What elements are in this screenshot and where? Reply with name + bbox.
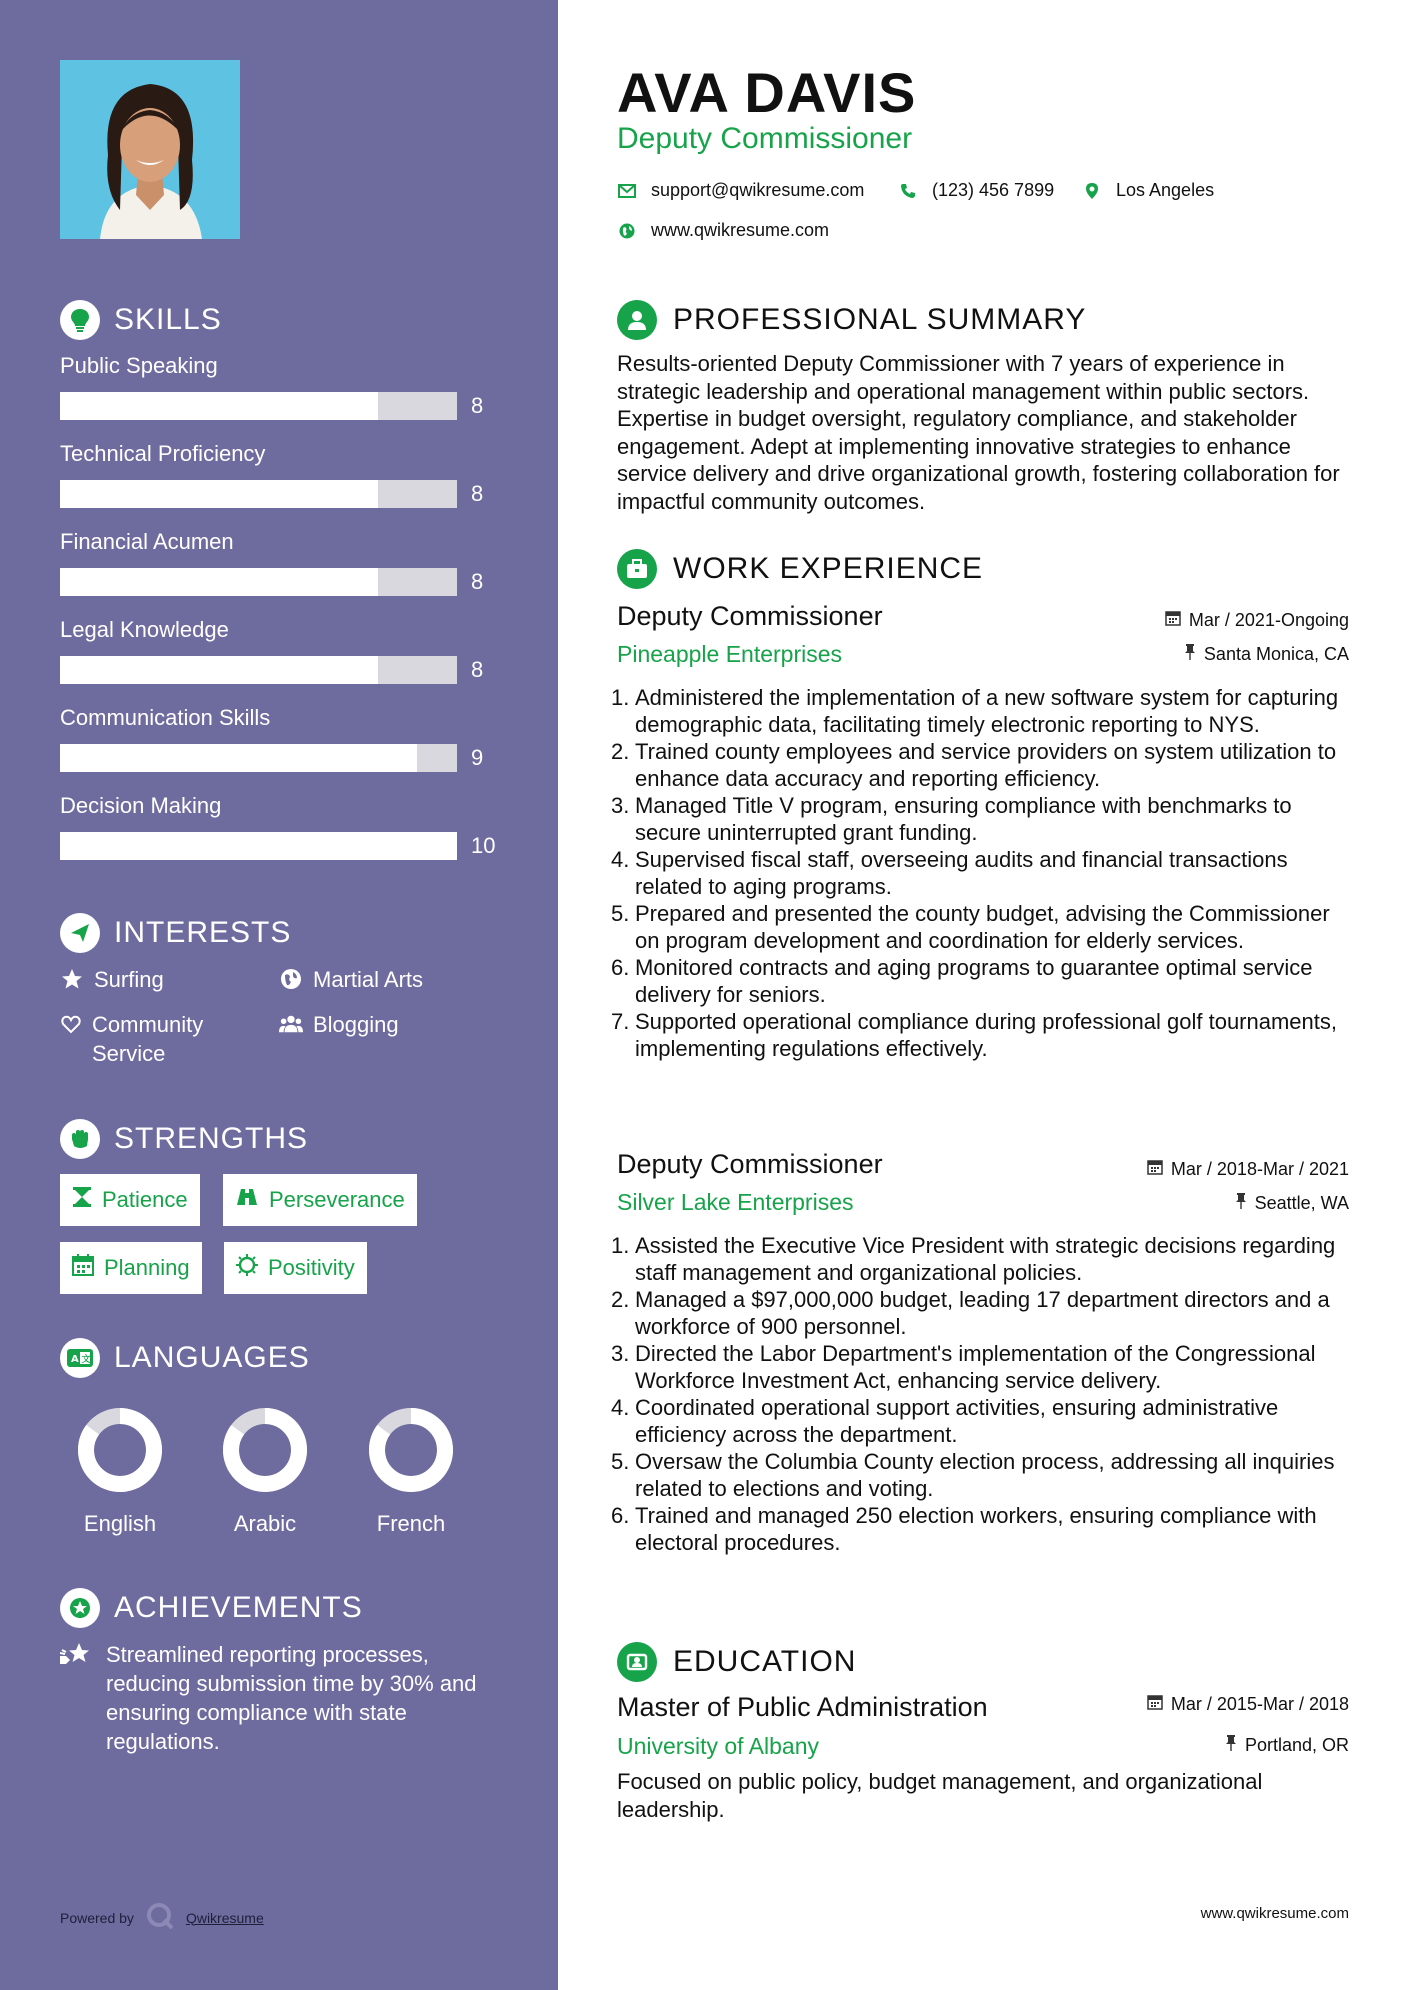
job-title: Deputy Commissioner bbox=[617, 601, 883, 631]
lightbulb-icon bbox=[60, 300, 100, 340]
duty-item: Trained county employees and service providers on system utilization to enhance data accuracy and reporting efficiency. bbox=[635, 739, 1337, 791]
language-donut bbox=[60, 1402, 180, 1498]
calendar-icon bbox=[1165, 610, 1181, 631]
location-text: Los Angeles bbox=[1116, 180, 1215, 200]
skill-bar-fill bbox=[60, 656, 378, 684]
job-location: Seattle, WA bbox=[1235, 1193, 1349, 1214]
skill-level: 10 bbox=[471, 833, 496, 858]
language-icon bbox=[60, 1338, 100, 1378]
job-duties bbox=[611, 684, 1352, 1062]
language-name: Arabic bbox=[233, 1511, 297, 1536]
job-dates: Mar / 2018-Mar / 2021 bbox=[1147, 1159, 1349, 1180]
skill-bar-fill bbox=[60, 392, 378, 420]
language-donut bbox=[351, 1402, 471, 1498]
skill-label: Financial Acumen bbox=[60, 529, 234, 554]
calendar-icon bbox=[1147, 1159, 1163, 1180]
strength-badge: Planning bbox=[60, 1242, 202, 1294]
job-company: Pineapple Enterprises bbox=[617, 641, 843, 667]
star-hand-icon bbox=[60, 1642, 92, 1756]
award-star-icon bbox=[60, 1588, 100, 1628]
skill-label: Public Speaking bbox=[60, 353, 218, 378]
experience-heading: WORK EXPERIENCE bbox=[617, 549, 983, 589]
education-location: Portland, OR bbox=[1225, 1735, 1349, 1756]
duty-item: Monitored contracts and aging programs to guarantee optimal service delivery for seniors. bbox=[635, 955, 1313, 1007]
language-name: English bbox=[83, 1511, 157, 1536]
skill-bar-fill bbox=[60, 568, 378, 596]
globe-icon bbox=[617, 221, 637, 241]
user-icon bbox=[617, 300, 657, 340]
hourglass-icon bbox=[72, 1186, 92, 1214]
job-location: Santa Monica, CA bbox=[1184, 644, 1349, 665]
duty-item: Trained and managed 250 election workers, ensuring compliance with electoral procedures. bbox=[635, 1503, 1317, 1555]
skill-bar bbox=[60, 392, 457, 420]
language-donut bbox=[205, 1402, 325, 1498]
duty-item: Supported operational compliance during professional golf tournaments, implementing regulations effectively. bbox=[635, 1009, 1337, 1061]
interest-item: Martial Arts bbox=[279, 965, 423, 994]
candidate-name: AVA DAVIS bbox=[617, 61, 917, 124]
svg-text:文: 文 bbox=[81, 1355, 91, 1365]
users-icon bbox=[279, 1012, 303, 1036]
skill-label: Decision Making bbox=[60, 793, 222, 818]
strengths-heading: STRENGTHS bbox=[60, 1119, 308, 1159]
paper-plane-icon bbox=[60, 913, 100, 953]
interest-item: Surfing bbox=[60, 965, 164, 994]
summary-text: Results-oriented Deputy Commissioner with 7 years of experience in strategic leadership and operational management within public sectors. Expertise in budget oversight, regulatory compliance, and stakeholder engagement. Adept at implementing innovative strategies to enhance service delivery and drive organizational growth, fostering collaboration for impactful community outcomes. bbox=[617, 351, 1340, 514]
envelope-icon bbox=[617, 181, 637, 201]
skill-level: 8 bbox=[471, 657, 484, 682]
skill-label: Legal Knowledge bbox=[60, 617, 229, 642]
sidebar bbox=[0, 0, 558, 1990]
skill-bar-fill bbox=[60, 480, 378, 508]
sun-icon bbox=[236, 1254, 258, 1282]
duty-item: Oversaw the Columbia County election process, addressing all inquiries related to elections and voting. bbox=[635, 1449, 1335, 1501]
job-duties bbox=[611, 1232, 1352, 1556]
duty-item: Directed the Labor Department's implementation of the Congressional Workforce Investment Act, enhancing service delivery. bbox=[635, 1341, 1316, 1393]
achievements-heading: ACHIEVEMENTS bbox=[60, 1588, 363, 1628]
duty-item: Prepared and presented the county budget, advising the Commissioner on program development and coordination for elderly services. bbox=[635, 901, 1330, 953]
duty-item: Managed Title V program, ensuring compliance with benchmarks to secure uninterrupted grant funding. bbox=[635, 793, 1292, 845]
education-school: University of Albany bbox=[617, 1733, 819, 1759]
skill-level: 8 bbox=[471, 393, 484, 418]
interests-heading: INTERESTS bbox=[60, 913, 291, 953]
skill-label: Communication Skills bbox=[60, 705, 271, 730]
svg-text:A: A bbox=[71, 1354, 79, 1365]
duty-item: Assisted the Executive Vice President with strategic decisions regarding staff management and organizational policies. bbox=[635, 1233, 1336, 1285]
skill-bar-fill bbox=[60, 832, 457, 860]
skill-bar bbox=[60, 832, 457, 860]
job-dates: Mar / 2021-Ongoing bbox=[1165, 610, 1349, 631]
contact-email bbox=[617, 180, 864, 201]
qwikresume-logo-icon bbox=[146, 1902, 174, 1933]
contact-location bbox=[1082, 180, 1214, 201]
interest-item: Blogging bbox=[279, 1010, 399, 1039]
interest-item: Community Service bbox=[60, 1010, 250, 1068]
summary-heading: PROFESSIONAL SUMMARY bbox=[617, 300, 1086, 340]
contact-phone bbox=[898, 180, 1054, 201]
globe-icon bbox=[279, 967, 303, 991]
map-pin-icon bbox=[1082, 181, 1102, 201]
contact-website bbox=[617, 220, 829, 241]
skill-level: 9 bbox=[471, 745, 484, 770]
pushpin-icon bbox=[1235, 1193, 1247, 1214]
star-icon bbox=[60, 967, 84, 991]
briefcase-icon bbox=[617, 549, 657, 589]
education-degree: Master of Public Administration bbox=[617, 1692, 988, 1722]
achievement-item: Streamlined reporting processes, reducing submission time by 30% and ensuring compliance with state regulations. bbox=[60, 1640, 490, 1756]
graduation-icon bbox=[617, 1642, 657, 1682]
skill-level: 8 bbox=[471, 481, 484, 506]
fist-icon bbox=[60, 1119, 100, 1159]
email-link[interactable]: support@qwikresume.com bbox=[651, 180, 865, 200]
education-heading: EDUCATION bbox=[617, 1642, 856, 1682]
calendar-icon bbox=[1147, 1694, 1163, 1715]
skill-bar bbox=[60, 744, 457, 772]
footer-website-link[interactable]: www.qwikresume.com bbox=[1200, 1905, 1349, 1922]
pushpin-icon bbox=[1184, 644, 1196, 665]
education-description: Focused on public policy, budget management, and organizational leadership. bbox=[617, 1769, 1263, 1822]
phone-icon bbox=[898, 181, 918, 201]
calendar-icon bbox=[72, 1254, 94, 1282]
education-dates: Mar / 2015-Mar / 2018 bbox=[1147, 1694, 1349, 1715]
duty-item: Coordinated operational support activities, ensuring administrative efficiency across the department. bbox=[635, 1395, 1279, 1447]
candidate-title: Deputy Commissioner bbox=[617, 122, 913, 155]
heart-icon bbox=[60, 1012, 82, 1036]
qwikresume-link[interactable]: Qwikresume bbox=[185, 1909, 264, 1926]
phone-number[interactable]: (123) 456 7899 bbox=[932, 180, 1055, 200]
strength-badge: Perseverance bbox=[223, 1174, 417, 1226]
language-item bbox=[351, 1402, 471, 1537]
powered-by: Powered by Qwikresume bbox=[60, 1902, 264, 1933]
skills-heading: SKILLS bbox=[60, 300, 222, 340]
languages-heading: A 文 LANGUAGES bbox=[60, 1338, 310, 1378]
website-link[interactable]: www.qwikresume.com bbox=[651, 220, 830, 240]
duty-item: Managed a $97,000,000 budget, leading 17 department directors and a workforce of 900 personnel. bbox=[635, 1287, 1330, 1339]
profile-photo bbox=[60, 60, 240, 239]
duty-item: Supervised fiscal staff, overseeing audits and financial transactions related to aging programs. bbox=[635, 847, 1288, 899]
skill-level: 8 bbox=[471, 569, 484, 594]
strength-badge: Patience bbox=[60, 1174, 200, 1226]
skill-label: Technical Proficiency bbox=[60, 441, 266, 466]
job-title: Deputy Commissioner bbox=[617, 1149, 883, 1179]
language-name: French bbox=[376, 1511, 446, 1536]
skill-bar bbox=[60, 656, 457, 684]
pushpin-icon bbox=[1225, 1735, 1237, 1756]
language-item bbox=[60, 1402, 180, 1537]
job-company: Silver Lake Enterprises bbox=[617, 1189, 854, 1215]
duty-item: Administered the implementation of a new software system for capturing demographic data, facilitating timely electronic reporting to NYS. bbox=[635, 685, 1339, 737]
skill-bar bbox=[60, 480, 457, 508]
binoculars-icon bbox=[235, 1187, 259, 1213]
skill-bar bbox=[60, 568, 457, 596]
strength-badge: Positivity bbox=[224, 1242, 367, 1294]
skill-bar-fill bbox=[60, 744, 417, 772]
language-item bbox=[205, 1402, 325, 1537]
